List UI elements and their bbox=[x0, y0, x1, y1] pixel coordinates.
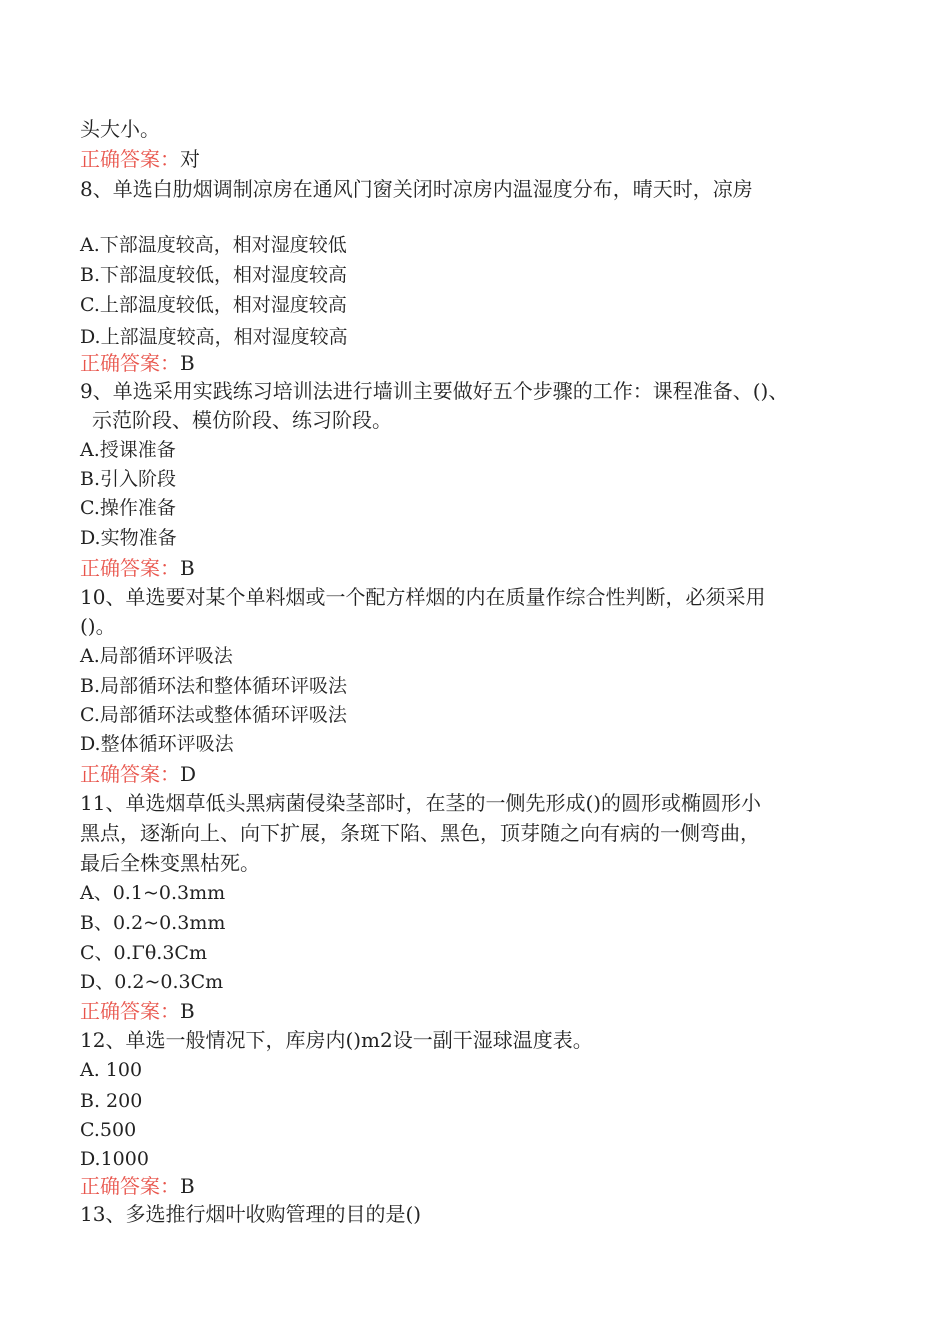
question-stem-cont: 最后全株变黑枯死。 bbox=[80, 851, 260, 875]
question-stem: 11、单选烟草低头黑病菌侵染茎部时，在茎的一侧先形成()的圆形或椭圆形小 bbox=[80, 791, 762, 815]
question-stem-cont: 示范阶段、模仿阶段、练习阶段。 bbox=[92, 408, 392, 432]
answer-label: 正确答案： bbox=[80, 556, 180, 580]
answer-label: 正确答案： bbox=[80, 351, 180, 375]
answer-label: 正确答案： bbox=[80, 762, 180, 786]
option-d: D.上部温度较高，相对湿度较高 bbox=[80, 326, 348, 348]
option-b: B.下部温度较低，相对湿度较高 bbox=[80, 264, 348, 286]
answer-line bbox=[80, 146, 200, 172]
question-stem: 10、单选要对某个单料烟或一个配方样烟的内在质量作综合性判断，必须采用 bbox=[80, 585, 766, 609]
option-a: A. 100 bbox=[80, 1059, 143, 1081]
answer-label: 正确答案： bbox=[80, 999, 180, 1023]
intro-text: 头大小。 bbox=[80, 117, 160, 141]
question-stem: 12、单选一般情况下，库房内()m2设一副干湿球温度表。 bbox=[80, 1028, 593, 1052]
answer-value: B bbox=[180, 556, 195, 580]
option-c: C.上部温度较低，相对湿度较高 bbox=[80, 294, 347, 316]
answer-value: B bbox=[180, 351, 195, 375]
answer-label: 正确答案： bbox=[80, 1174, 180, 1198]
answer-value: 对 bbox=[180, 147, 200, 171]
option-c: C.500 bbox=[80, 1119, 137, 1141]
question-stem-cont: 黑点，逐渐向上、向下扩展，条斑下陷、黑色，顶芽随之向有病的一侧弯曲， bbox=[80, 821, 760, 845]
answer-value: D bbox=[180, 762, 197, 786]
answer-value: B bbox=[180, 999, 195, 1023]
option-a: A.下部温度较高，相对湿度较低 bbox=[80, 234, 347, 256]
answer-value: B bbox=[180, 1174, 195, 1198]
option-c: C、0.Γθ.3Cm bbox=[80, 942, 207, 964]
option-d: D.整体循环评吸法 bbox=[80, 733, 234, 755]
option-c: C.局部循环法或整体循环评吸法 bbox=[80, 704, 347, 726]
option-d: D.1000 bbox=[80, 1148, 149, 1170]
question-stem: 9、单选采用实践练习培训法进行墙训主要做好五个步骤的工作：课程准备、()、 bbox=[80, 379, 789, 403]
option-a: A、0.1~0.3mm bbox=[80, 882, 226, 904]
option-a: A.授课准备 bbox=[80, 439, 176, 461]
option-b: B.引入阶段 bbox=[80, 468, 177, 490]
option-b: B. 200 bbox=[80, 1090, 143, 1112]
question-stem: 13、多选推行烟叶收购管理的目的是() bbox=[80, 1202, 422, 1226]
option-b: B、0.2~0.3mm bbox=[80, 912, 226, 934]
option-d: D.实物准备 bbox=[80, 527, 177, 549]
option-b: B.局部循环法和整体循环评吸法 bbox=[80, 675, 348, 697]
answer-label: 正确答案： bbox=[80, 147, 180, 171]
question-stem: 8、单选白肋烟调制凉房在通风门窗关闭时凉房内温湿度分布，晴天时，凉房 bbox=[80, 177, 753, 201]
answer-line bbox=[80, 761, 196, 787]
option-a: A.局部循环评吸法 bbox=[80, 645, 233, 667]
answer-line bbox=[80, 1173, 195, 1199]
option-c: C.操作准备 bbox=[80, 497, 176, 519]
answer-line bbox=[80, 350, 195, 376]
answer-line bbox=[80, 998, 195, 1024]
question-stem-cont: ()。 bbox=[80, 614, 116, 638]
option-d: D、0.2~0.3Cm bbox=[80, 971, 224, 993]
answer-line bbox=[80, 555, 195, 581]
